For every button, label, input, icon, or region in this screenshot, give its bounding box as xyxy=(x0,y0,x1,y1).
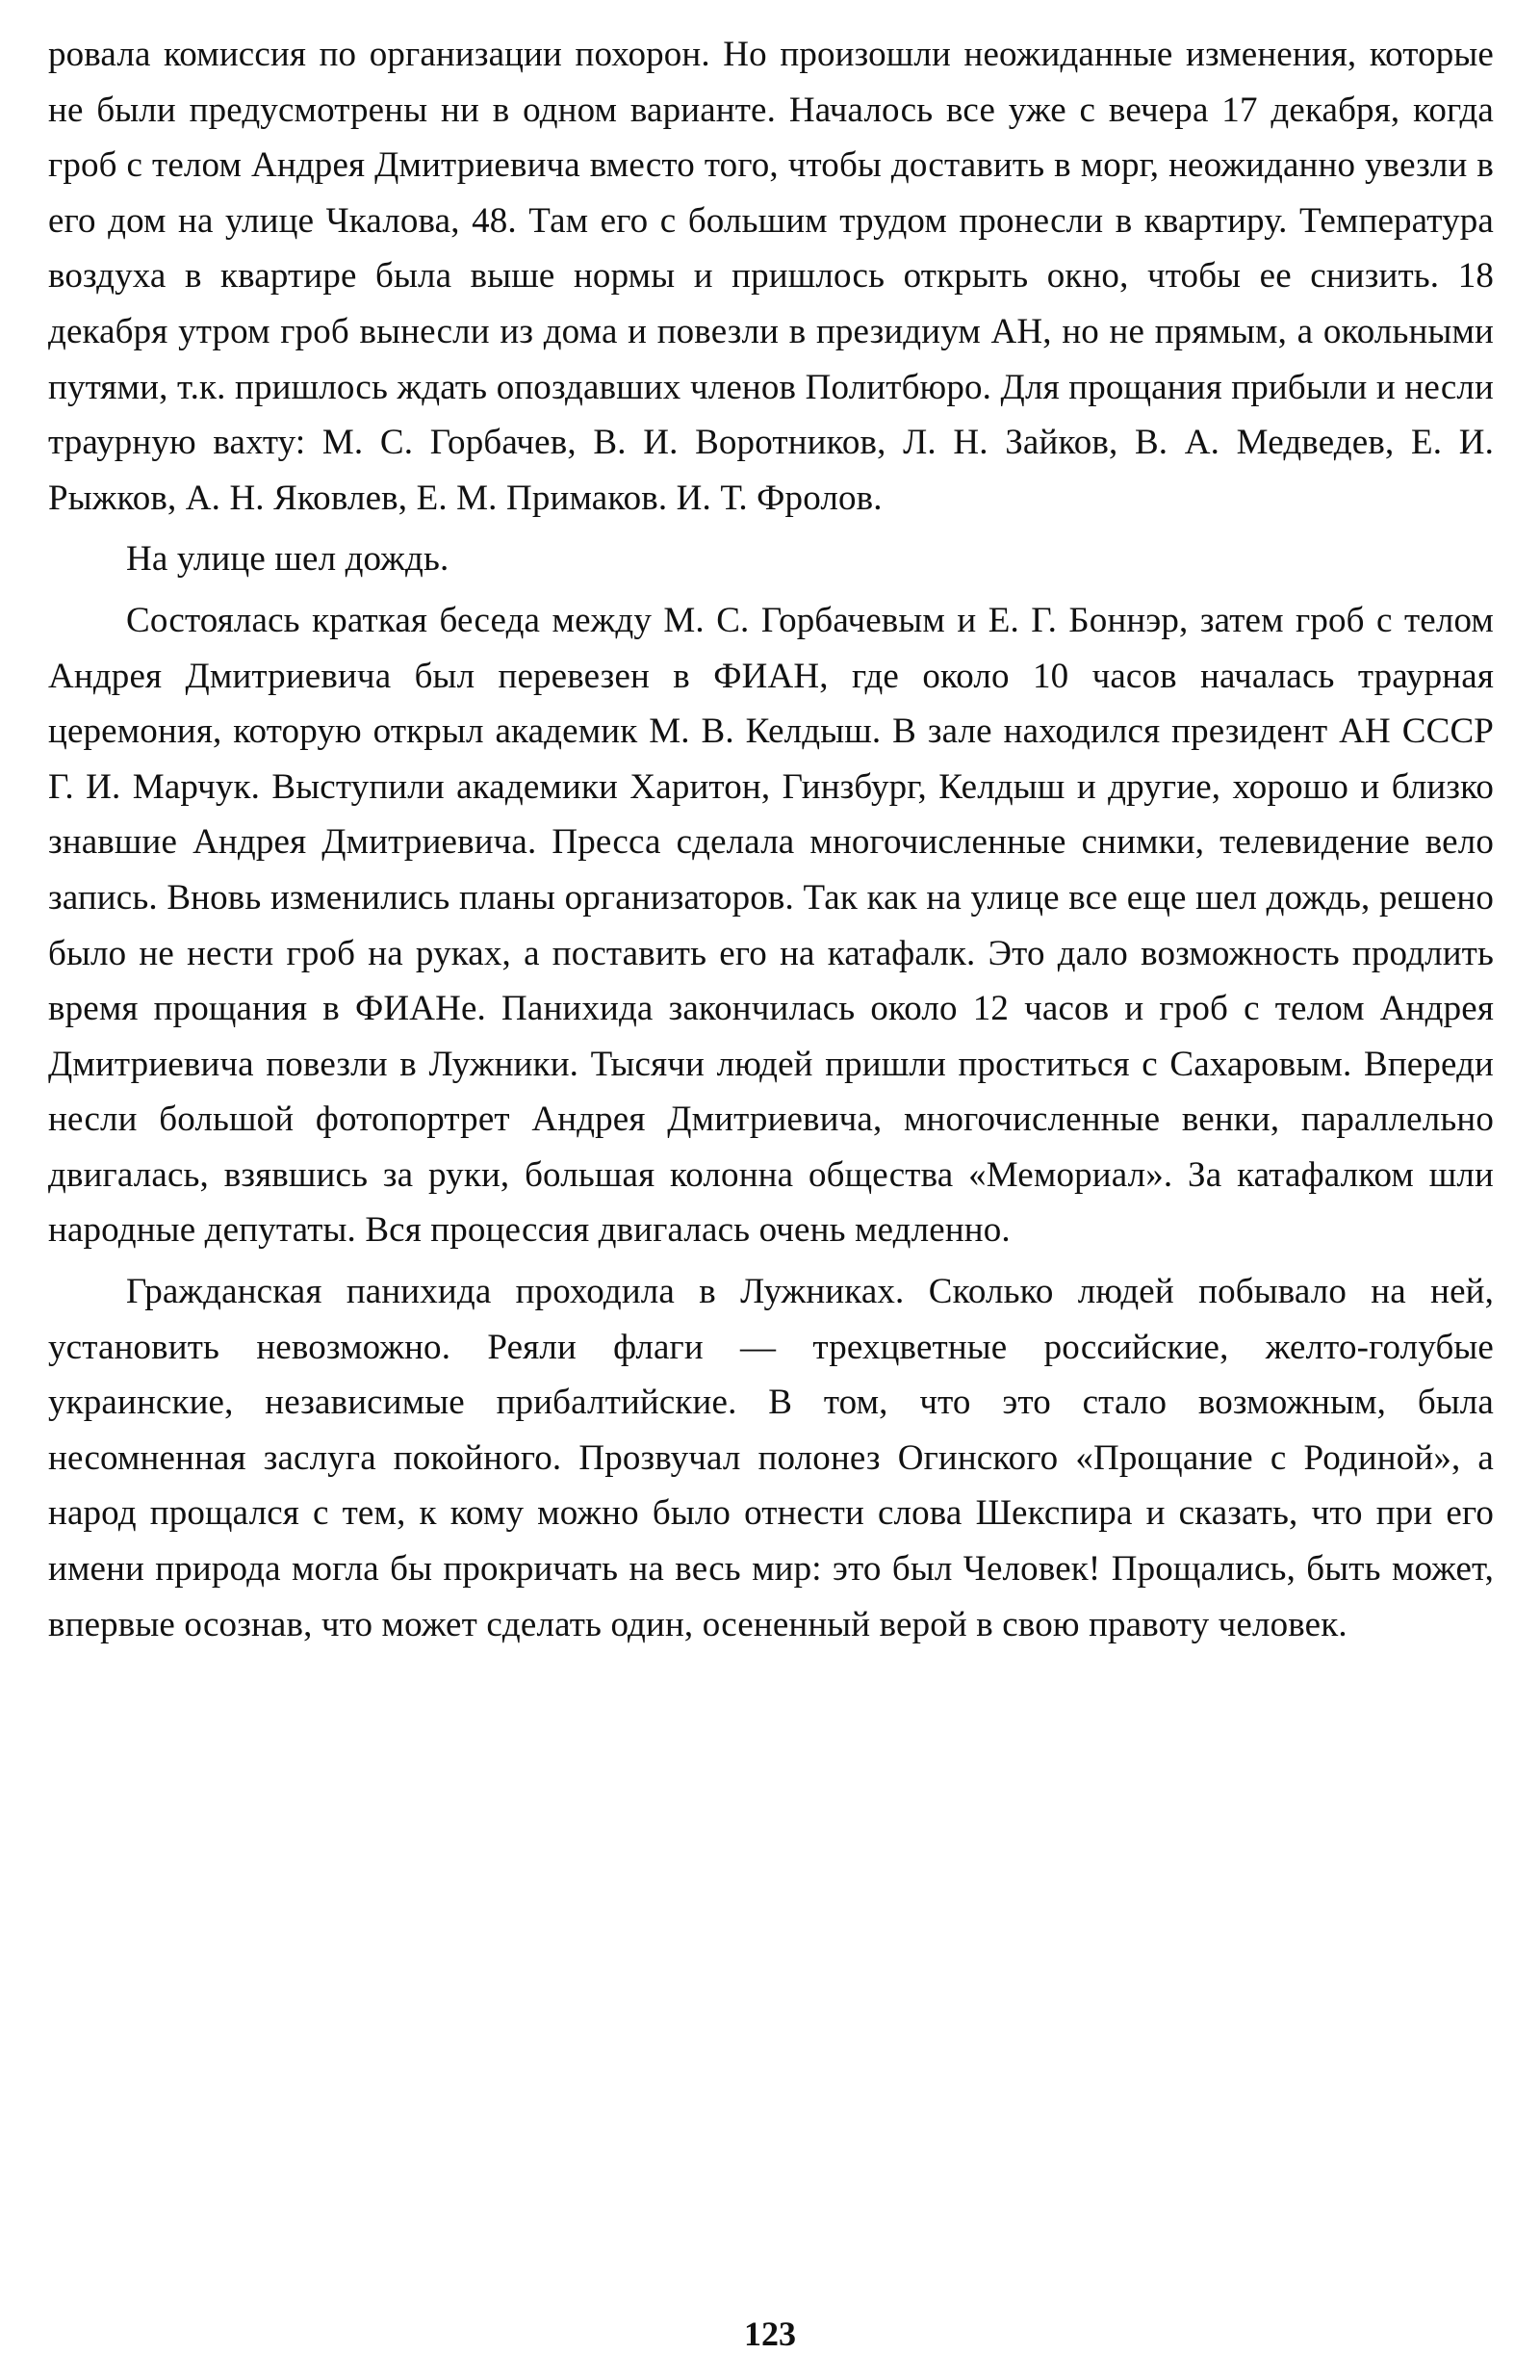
paragraph-rain: На улице шел дождь. xyxy=(126,539,449,580)
paragraph-fian-ceremony: Состоялась краткая беседа между М. С. Горбачевым и Е. Г. Боннэр, затем гроб с телом Андрея Дмитриевича был перевезен в ФИАН, где около 10 часов началась траурная церемония, которую открыл академик М. В. Келдыш. В зале находился президент АН СССР Г. И. Марчук. Выступили академики Харитон, Гинзбург, Келдыш и другие, хорошо и близко знавшие Андрея Дмитриевича. Пресса сделала многочисленные снимки, телевидение вело запись. Вновь изменились планы организаторов. Так как на улице все еще шел дождь, решено было не нести гроб на руках, а поставить его на катафалк. Это дало возможность продлить время прощания в ФИАНе. Панихида закончилась около 12 часов и гроб с телом Андрея Дмитриевича повезли в Лужники. Тысячи людей пришли проститься с Сахаровым. Впереди несли большой фотопортрет Андрея Дмитриевича, многочисленные венки, параллельно двигалась, взявшись за руки, большая колонна общества «Мемориал». За катафалком шли народные депутаты. Вся процессия двигалась очень медленно. xyxy=(48,600,1494,1251)
paragraph-luzhniki-memorial: Гражданская панихида проходила в Лужниках. Сколько людей побывало на ней, установить невозможно. Реяли флаги — трехцветные российские, желто-голубые украинские, независимые прибалтийские. В том, что это стало возможным, была несомненная заслуга покойного. Прозвучал полонез Огинского «Прощание с Родиной», а народ прощался с тем, к кому можно было отнести слова Шекспира и сказать, что при его имени природа могла бы прокричать на весь мир: это был Человек! Прощались, быть может, впервые осознав, что может сделать один, осененный верой в свою правоту человек. xyxy=(48,1272,1494,1644)
page-number: 123 xyxy=(744,2315,796,2353)
paragraph-funeral-commission: ровала комиссия по организации похорон. Но произошли неожиданные изменения, которые не были предусмотрены ни в одном варианте. Началось все уже с вечера 17 декабря, когда гроб с телом Андрея Дмитриевича вместо того, чтобы доставить в морг, неожиданно увезли в его дом на улице Чкалова, 48. Там его с большим трудом пронесли в квартиру. Температура воздуха в квартире была выше нормы и пришлось открыть окно, чтобы ее снизить. 18 декабря утром гроб вынесли из дома и повезли в президиум АН, но не прямым, а окольными путями, т.к. пришлось ждать опоздавших членов Политбюро. Для прощания прибыли и несли траурную вахту: М. С. Горбачев, В. И. Воротников, Л. Н. Зайков, В. А. Медведев, Е. И. Рыжков, А. Н. Яковлев, Е. М. Примаков. И. Т. Фролов. xyxy=(48,35,1494,518)
page-body xyxy=(48,27,1494,1652)
